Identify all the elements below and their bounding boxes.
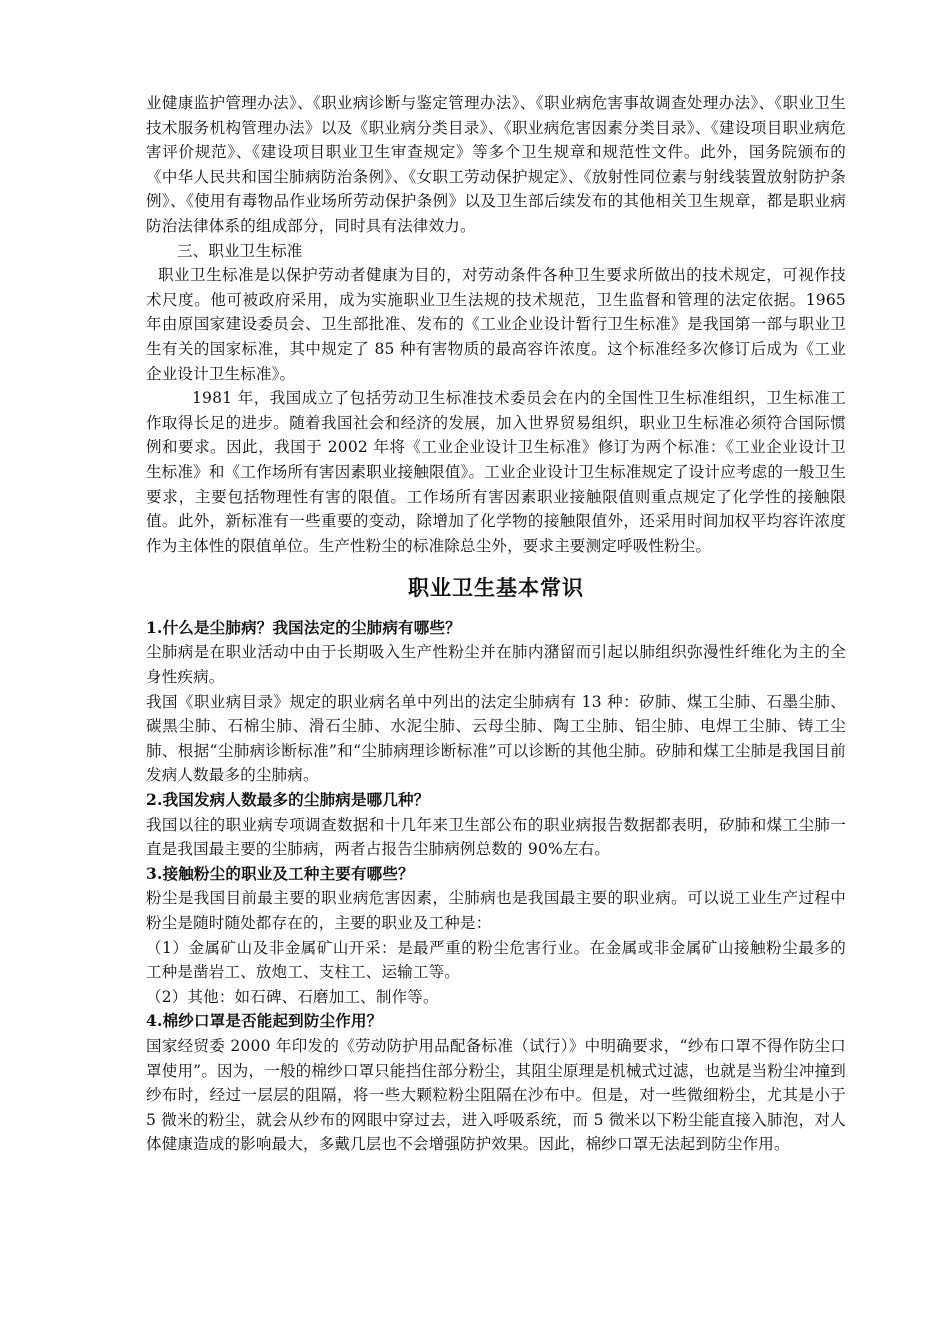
answer-3-paragraph-2: （1）金属矿山及非金属矿山开采：是最严重的粉尘危害行业。在金属或非金属矿山接触粉尘最多的工种是凿岩工、放炮工、支柱工、运输工等。 — [146, 938, 846, 982]
answer-4-paragraph-1: 国家经贸委 2000 年印发的《劳动防护用品配备标准（试行）》中明确要求，“纱布口罩不得作防尘口罩使用”。因为，一般的棉纱口罩只能挡住部分粉尘，其阻尘原理是机械式过滤，也就是当粉尘冲撞到纱布时，经过一层层的阻隔，将一些大颗粒粉尘阻隔在沙布中。但是，对一些微细粉尘，尤其是小于 5 微米的粉尘，就会从纱布的网眼中穿过去，进入呼吸系统，而 5 微米以下粉尘能直接入肺泡，对人体健康造成的影响最大，多戴几层也不会增强防护效果。因此，棉纱口罩无法起到防尘作用。 — [146, 1036, 846, 1154]
answer-3-paragraph-3: （2）其他：如石碑、石磨加工、制作等。 — [146, 987, 439, 1006]
standards-paragraph-1: 职业卫生标准是以保护劳动者健康为目的，对劳动条件各种卫生要求所做出的技术规定，可视作技术尺度。他可被政府采用，成为实施职业卫生法规的技术规范，卫生监督和管理的法定依据。1965 年由原国家建设委员会、卫生部批准、发布的《工业企业设计暂行卫生标准》是我国第一部与职业卫生有关的国家标准，其中规定了 85 种有害物质的最高容许浓度。这个标准经多次修订后成为《工业企业设计卫生标准》。 — [146, 266, 846, 383]
question-1: 1.什么是尘肺病？我国法定的尘肺病有哪些？ — [146, 617, 461, 637]
question-4: 4.棉纱口罩是否能起到防尘作用？ — [146, 1011, 383, 1031]
section-heading-standards: 三、职业卫生标准 — [177, 241, 303, 260]
answer-1-paragraph-2: 我国《职业病目录》规定的职业病名单中列出的法定尘肺病有 13 种：矽肺、煤工尘肺、石墨尘肺、碳黑尘肺、石棉尘肺、滑石尘肺、水泥尘肺、云母尘肺、陶工尘肺、铝尘肺、电焊工尘肺、铸工尘肺、根据“尘肺病诊断标准”和“尘肺病理诊断标准”可以诊断的其他尘肺。矽肺和煤工尘肺是我国目前发病人数最多的尘肺病。 — [146, 692, 846, 785]
page-title: 职业卫生基本常识 — [408, 575, 584, 601]
document-body — [146, 91, 846, 1157]
question-2: 2.我国发病人数最多的尘肺病是哪几种？ — [146, 790, 430, 810]
answer-2-paragraph-1: 我国以往的职业病专项调查数据和十几年来卫生部公布的职业病报告数据都表明，矽肺和煤工尘肺一直是我国最主要的尘肺病，两者占报告尘肺病例总数的 90%左右。 — [146, 815, 846, 859]
question-3: 3.接触粉尘的职业及工种主要有哪些？ — [146, 863, 414, 883]
standards-paragraph-2: 1981 年，我国成立了包括劳动卫生标准技术委员会在内的全国性卫生标准组织，卫生标准工作取得长足的进步。随着我国社会和经济的发展，加入世界贸易组织，职业卫生标准必须符合国际惯例和要求。因此，我国于 2002 年将《工业企业设计卫生标准》修订为两个标准：《工业企业设计卫生标准》和《工作场所有害因素职业接触限值》。工业企业设计卫生标准规定了设计应考虑的一般卫生要求，主要包括物理性有害的限值。工作场所有害因素职业接触限值则重点规定了化学性的接触限值。此外，新标准有一些重要的变动，除增加了化学物的接触限值外，还采用时间加权平均容许浓度作为主体性的限值单位。生产性粉尘的标准除总尘外，要求主要测定呼吸性粉尘。 — [146, 389, 846, 555]
answer-3-paragraph-1: 粉尘是我国目前最主要的职业病危害因素，尘肺病也是我国最主要的职业病。可以说工业生产过程中粉尘是随时随处都存在的，主要的职业及工种是： — [146, 889, 846, 932]
answer-1-paragraph-1: 尘肺病是在职业活动中由于长期吸入生产性粉尘并在肺内潴留而引起以肺组织弥漫性纤维化为主的全身性疾病。 — [146, 643, 846, 687]
intro-paragraph: 业健康监护管理办法》、《职业病诊断与鉴定管理办法》、《职业病危害事故调查处理办法》、《职业卫生技术服务机构管理办法》以及《职业病分类目录》、《职业病危害因素分类目录》、《建设项目职业病危害评价规范》、《建设项目职业卫生审查规定》等多个卫生规章和规范性文件。此外，国务院颁布的《中华人民共和国尘肺病防治条例》、《女职工劳动保护规定》、《放射性同位素与射线装置放射防护条例》、《使用有毒物品作业场所劳动保护条例》以及卫生部后续发布的其他相关卫生规章，都是职业病防治法律体系的组成部分，同时具有法律效力。 — [146, 94, 846, 235]
